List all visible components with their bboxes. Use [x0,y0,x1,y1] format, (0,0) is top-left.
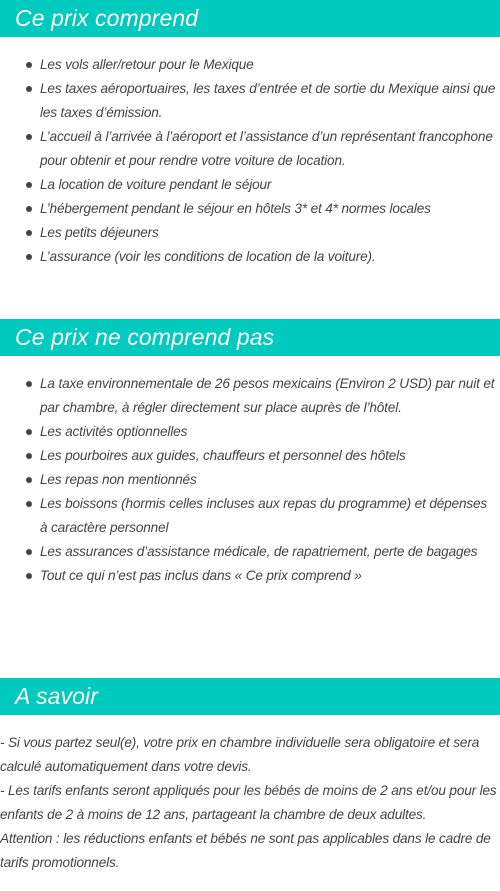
list-item: La taxe environnementale de 26 pesos mexicains (Environ 2 USD) par nuit et par chambre, à régler directement sur place auprès de l’hôtel. [0,372,500,420]
list-item: Les repas non mentionnés [0,468,500,492]
list-item: L’hébergement pendant le séjour en hôtels 3* et 4* normes locales [0,197,500,221]
section-title-excluded: Ce prix ne comprend pas [15,324,275,350]
section-header-to-know [0,678,500,715]
list-item: Les taxes aéroportuaires, les taxes d’entrée et de sortie du Mexique ainsi que les taxes d’émission. [0,77,500,125]
section-title-to-know: A savoir [15,683,99,709]
list-item: La location de voiture pendant le séjour [0,173,500,197]
section-header-excluded [0,319,500,356]
excluded-list [0,372,500,588]
section-title-included: Ce prix comprend [15,5,199,31]
note-paragraph: - Si vous partez seul(e), votre prix en chambre individuelle sera obligatoire et sera calculé automatiquement dans votre devis. [0,735,480,774]
list-item: L’assurance (voir les conditions de location de la voiture). [0,245,500,269]
to-know-notes [0,731,500,875]
list-item: Les boissons (hormis celles incluses aux repas du programme) et dépenses à caractère personnel [0,492,500,540]
list-item: L’accueil à l’arrivée à l’aéroport et l’assistance d’un représentant francophone pour obtenir et pour rendre votre voiture de location. [0,125,500,173]
list-item: Les activités optionnelles [0,420,500,444]
note-paragraph: - Les tarifs enfants seront appliqués pour les bébés de moins de 2 ans et/ou pour les enfants de 2 à moins de 12 ans, partageant la chambre de deux adultes. [0,783,497,822]
note-paragraph: Attention : les réductions enfants et bébés ne sont pas applicables dans le cadre de tarifs promotionnels. [0,831,491,870]
list-item: Les vols aller/retour pour le Mexique [0,53,500,77]
list-item: Les assurances d’assistance médicale, de rapatriement, perte de bagages [0,540,500,564]
section-header-included [0,0,500,37]
list-item: Les pourboires aux guides, chauffeurs et personnel des hôtels [0,444,500,468]
list-item: Tout ce qui n’est pas inclus dans « Ce prix comprend » [0,564,500,588]
included-list [0,53,500,269]
list-item: Les petits déjeuners [0,221,500,245]
